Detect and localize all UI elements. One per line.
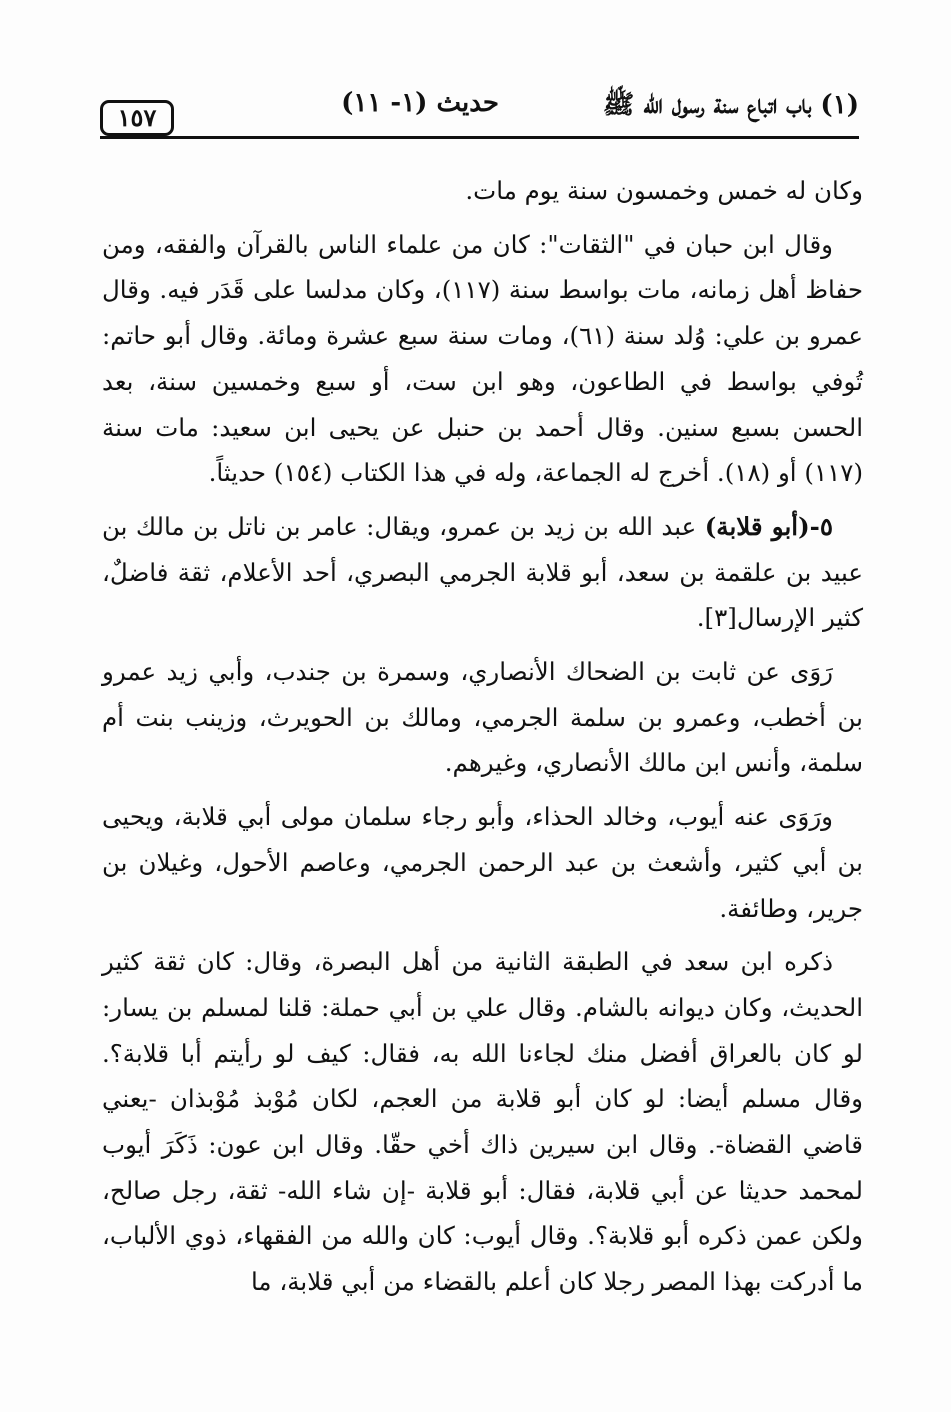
paragraph: ذكره ابن سعد في الطبقة الثانية من أهل البصرة، وقال: كان ثقة كثير الحديث، وكان ديوانه بالشام. وقال علي بن أبي حملة: قلنا لمسلم بن يسار: لو كان بالعراق أفضل منك لجاءنا الله به، فقال: كيف لو رأيتم أبا قلابة؟. وقال مسلم أيضا: لو كان أبو قلابة من العجم، لكان مُوْبذ مُوْبذان -يعني قاضي القضاة-. وقال ابن سيرين ذاك أخي حقّا. وقال ابن عون: ذَكَرَ أيوب لمحمد حديثا عن أبي قلابة، فقال: أبو قلابة -إن شاء الله- ثقة، رجل صالح، ولكن عمن ذكره أبو قلابة؟. وقال أيوب: كان والله من الفقهاء، ذوي الألباب، ما أدركت بهذا المصر رجلا كان أعلم بالقضاء من أبي قلابة، ما: [102, 947, 863, 1297]
paragraph: وقال ابن حبان في "الثقات": كان من علماء الناس بالقرآن والفقه، ومن حفاظ أهل زمانه، مات بواسط سنة (١١٧)، وكان مدلسا على قَدَر فيه. وقال عمرو بن علي: وُلد سنة (٦١)، ومات سنة سبع عشرة ومائة. وقال أبو حاتم: تُوفي بواسط في الطاعون، وهو ابن ست، أو سبع وخمسين سنة، بعد الحسن بسبع سنين. وقال أحمد بن حنبل عن يحيى ابن سعيد: مات سنة (١١٧) أو (١٨). أخرج له الجماعة، وله في هذا الكتاب (١٥٤) حديثاً.: [102, 229, 864, 488]
paragraph: وكان له خمس وخمسون سنة يوم مات.: [465, 176, 863, 205]
header-rule: [100, 136, 859, 139]
paragraph: [102, 504, 863, 641]
page-number: ١٥٧: [100, 100, 174, 136]
narrator-bio: عبد الله بن زيد بن عمرو، ويقال: عامر بن ناتل بن مالك بن عبيد بن علقمة بن سعد، أبو قلابة الجرمي البصري، أحد الأعلام، ثقة فاضلٌ، كثير الإرسال[٣].: [102, 511, 863, 633]
paragraph: رَوَى عن ثابت بن الضحاك الأنصاري، وسمرة بن جندب، وأبي زيد عمرو بن أخطب، وعمرو بن سلمة الجرمي، ومالك بن الحويرث، وزينب بنت أم سلمة، وأنس ابن مالك الأنصاري، وغيرهم.: [102, 657, 863, 778]
chapter-title: (١) باب اتباع سنة رسول الله ﷺ: [602, 90, 859, 120]
hadith-range: حديث (١- ١١): [341, 88, 499, 118]
page-header: [100, 88, 859, 140]
text-body: [102, 168, 863, 1313]
narrator-heading: ٥-(أبو قلابة): [704, 511, 833, 541]
paragraph: ورَوَى عنه أيوب، وخالد الحذاء، وأبو رجاء سلمان مولى أبي قلابة، ويحيى بن أبي كثير، وأشعث بن عبد الرحمن الجرمي، وعاصم الأحول، وغيلان بن جرير، وطائفة.: [102, 802, 863, 923]
